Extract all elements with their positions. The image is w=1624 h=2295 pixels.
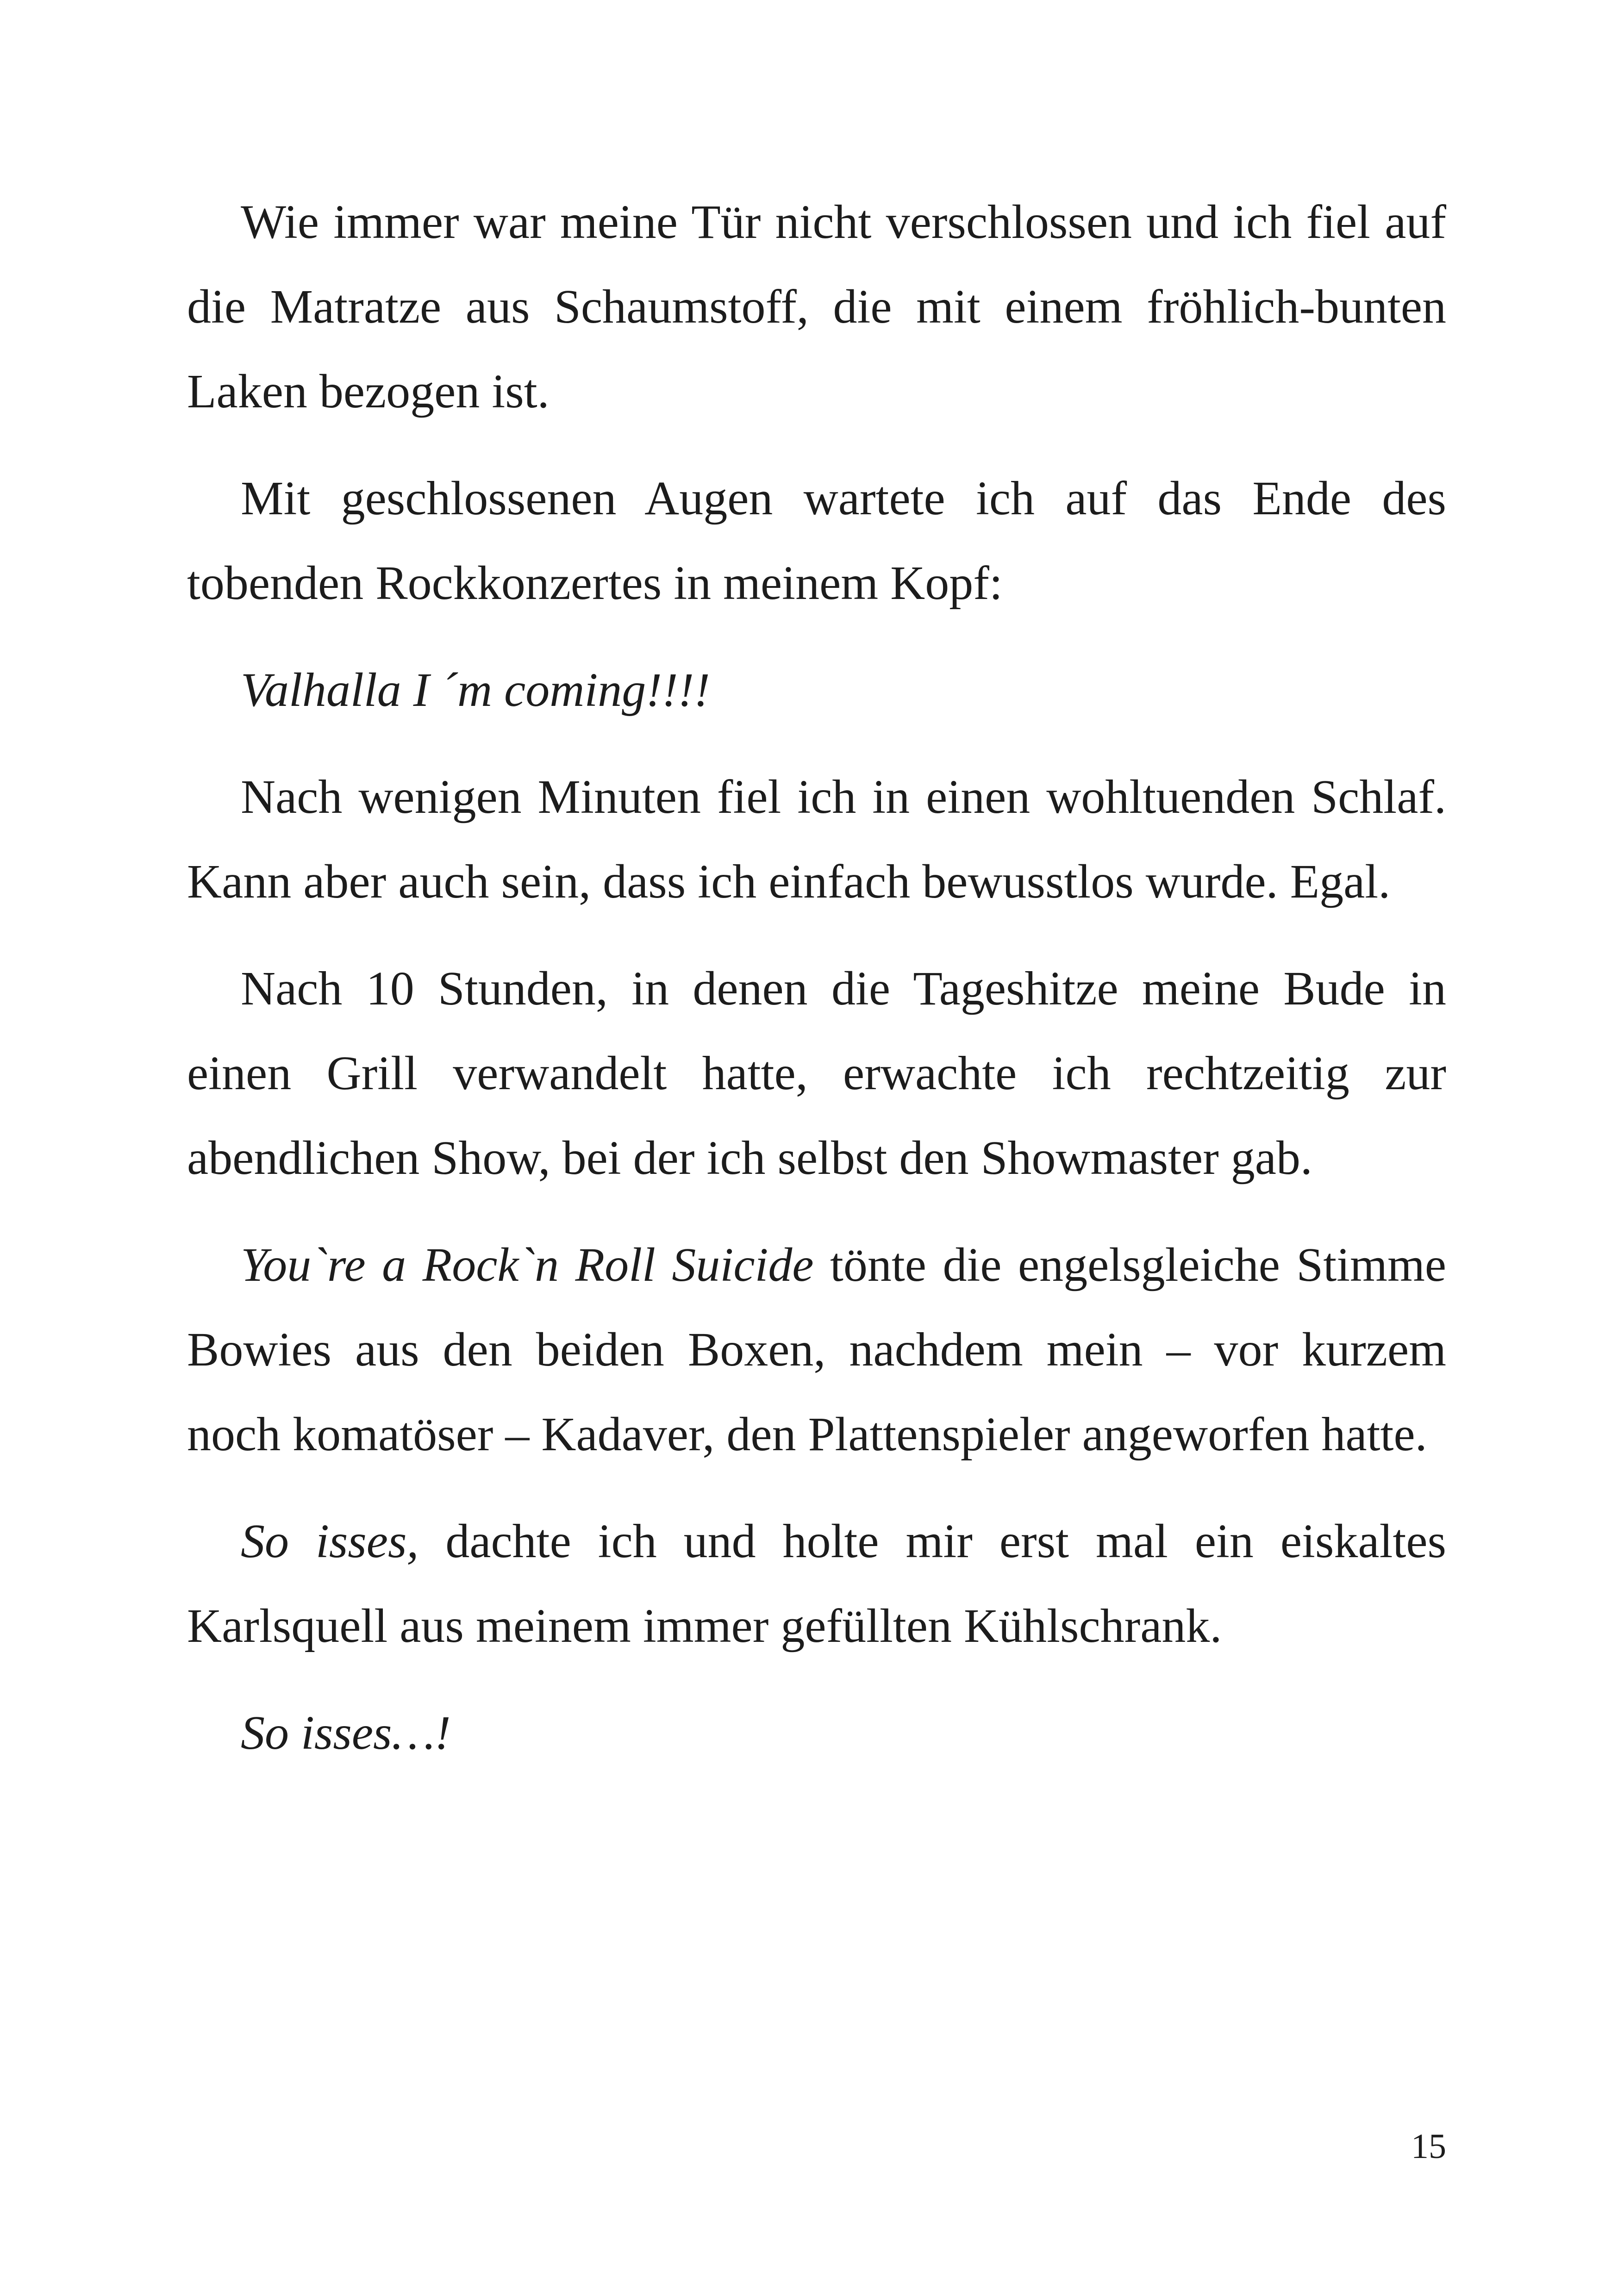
paragraph-6-italic-text: You`re a Rock`n Roll Suicide [241, 1238, 814, 1291]
paragraph-7-text: dachte ich und holte mir erst mal ein eiskaltes Karlsquell aus meinem immer gefüllten Kühlschrank. [187, 1515, 1446, 1653]
paragraph-2-text: Mit geschlossenen Augen wartete ich auf das Ende des tobenden Rockkonzertes in meinem Kopf: [187, 472, 1446, 610]
paragraph-3 [187, 648, 1446, 732]
paragraph-7-italic-text: So isses, [241, 1515, 419, 1568]
paragraph-6 [187, 1222, 1446, 1477]
paragraph-6-text: tönte die engelsgleiche Stimme Bowies aus den beiden Boxen, nachdem mein – vor kurzem noch komatöser – Kadaver, den Plattenspieler angeworfen hatte. [187, 1238, 1446, 1461]
paragraph-4-text: Nach wenigen Minuten fiel ich in einen wohltuenden Schlaf. Kann aber auch sein, dass ich einfach bewusstlos wurde. Egal. [187, 770, 1446, 908]
body-text [187, 180, 1446, 1797]
page-number: 15 [1411, 2127, 1446, 2166]
paragraph-4 [187, 755, 1446, 924]
paragraph-8 [187, 1690, 1446, 1775]
paragraph-1 [187, 180, 1446, 434]
paragraph-5 [187, 946, 1446, 1200]
paragraph-5-text: Nach 10 Stunden, in denen die Tageshitze meine Bude in einen Grill verwandelt hatte, erwachte ich rechtzeitig zur abendlichen Show, bei der ich selbst den Showmaster gab. [187, 962, 1446, 1185]
paragraph-2 [187, 456, 1446, 625]
paragraph-1-text: Wie immer war meine Tür nicht verschlossen und ich fiel auf die Matratze aus Schaumstoff, die mit einem fröhlich-bunten Laken bezogen ist. [187, 195, 1446, 418]
paragraph-7 [187, 1499, 1446, 1668]
paragraph-3-italic-text: Valhalla I ´m coming!!!! [241, 663, 710, 717]
paragraph-8-italic-text: So isses…! [241, 1706, 451, 1759]
